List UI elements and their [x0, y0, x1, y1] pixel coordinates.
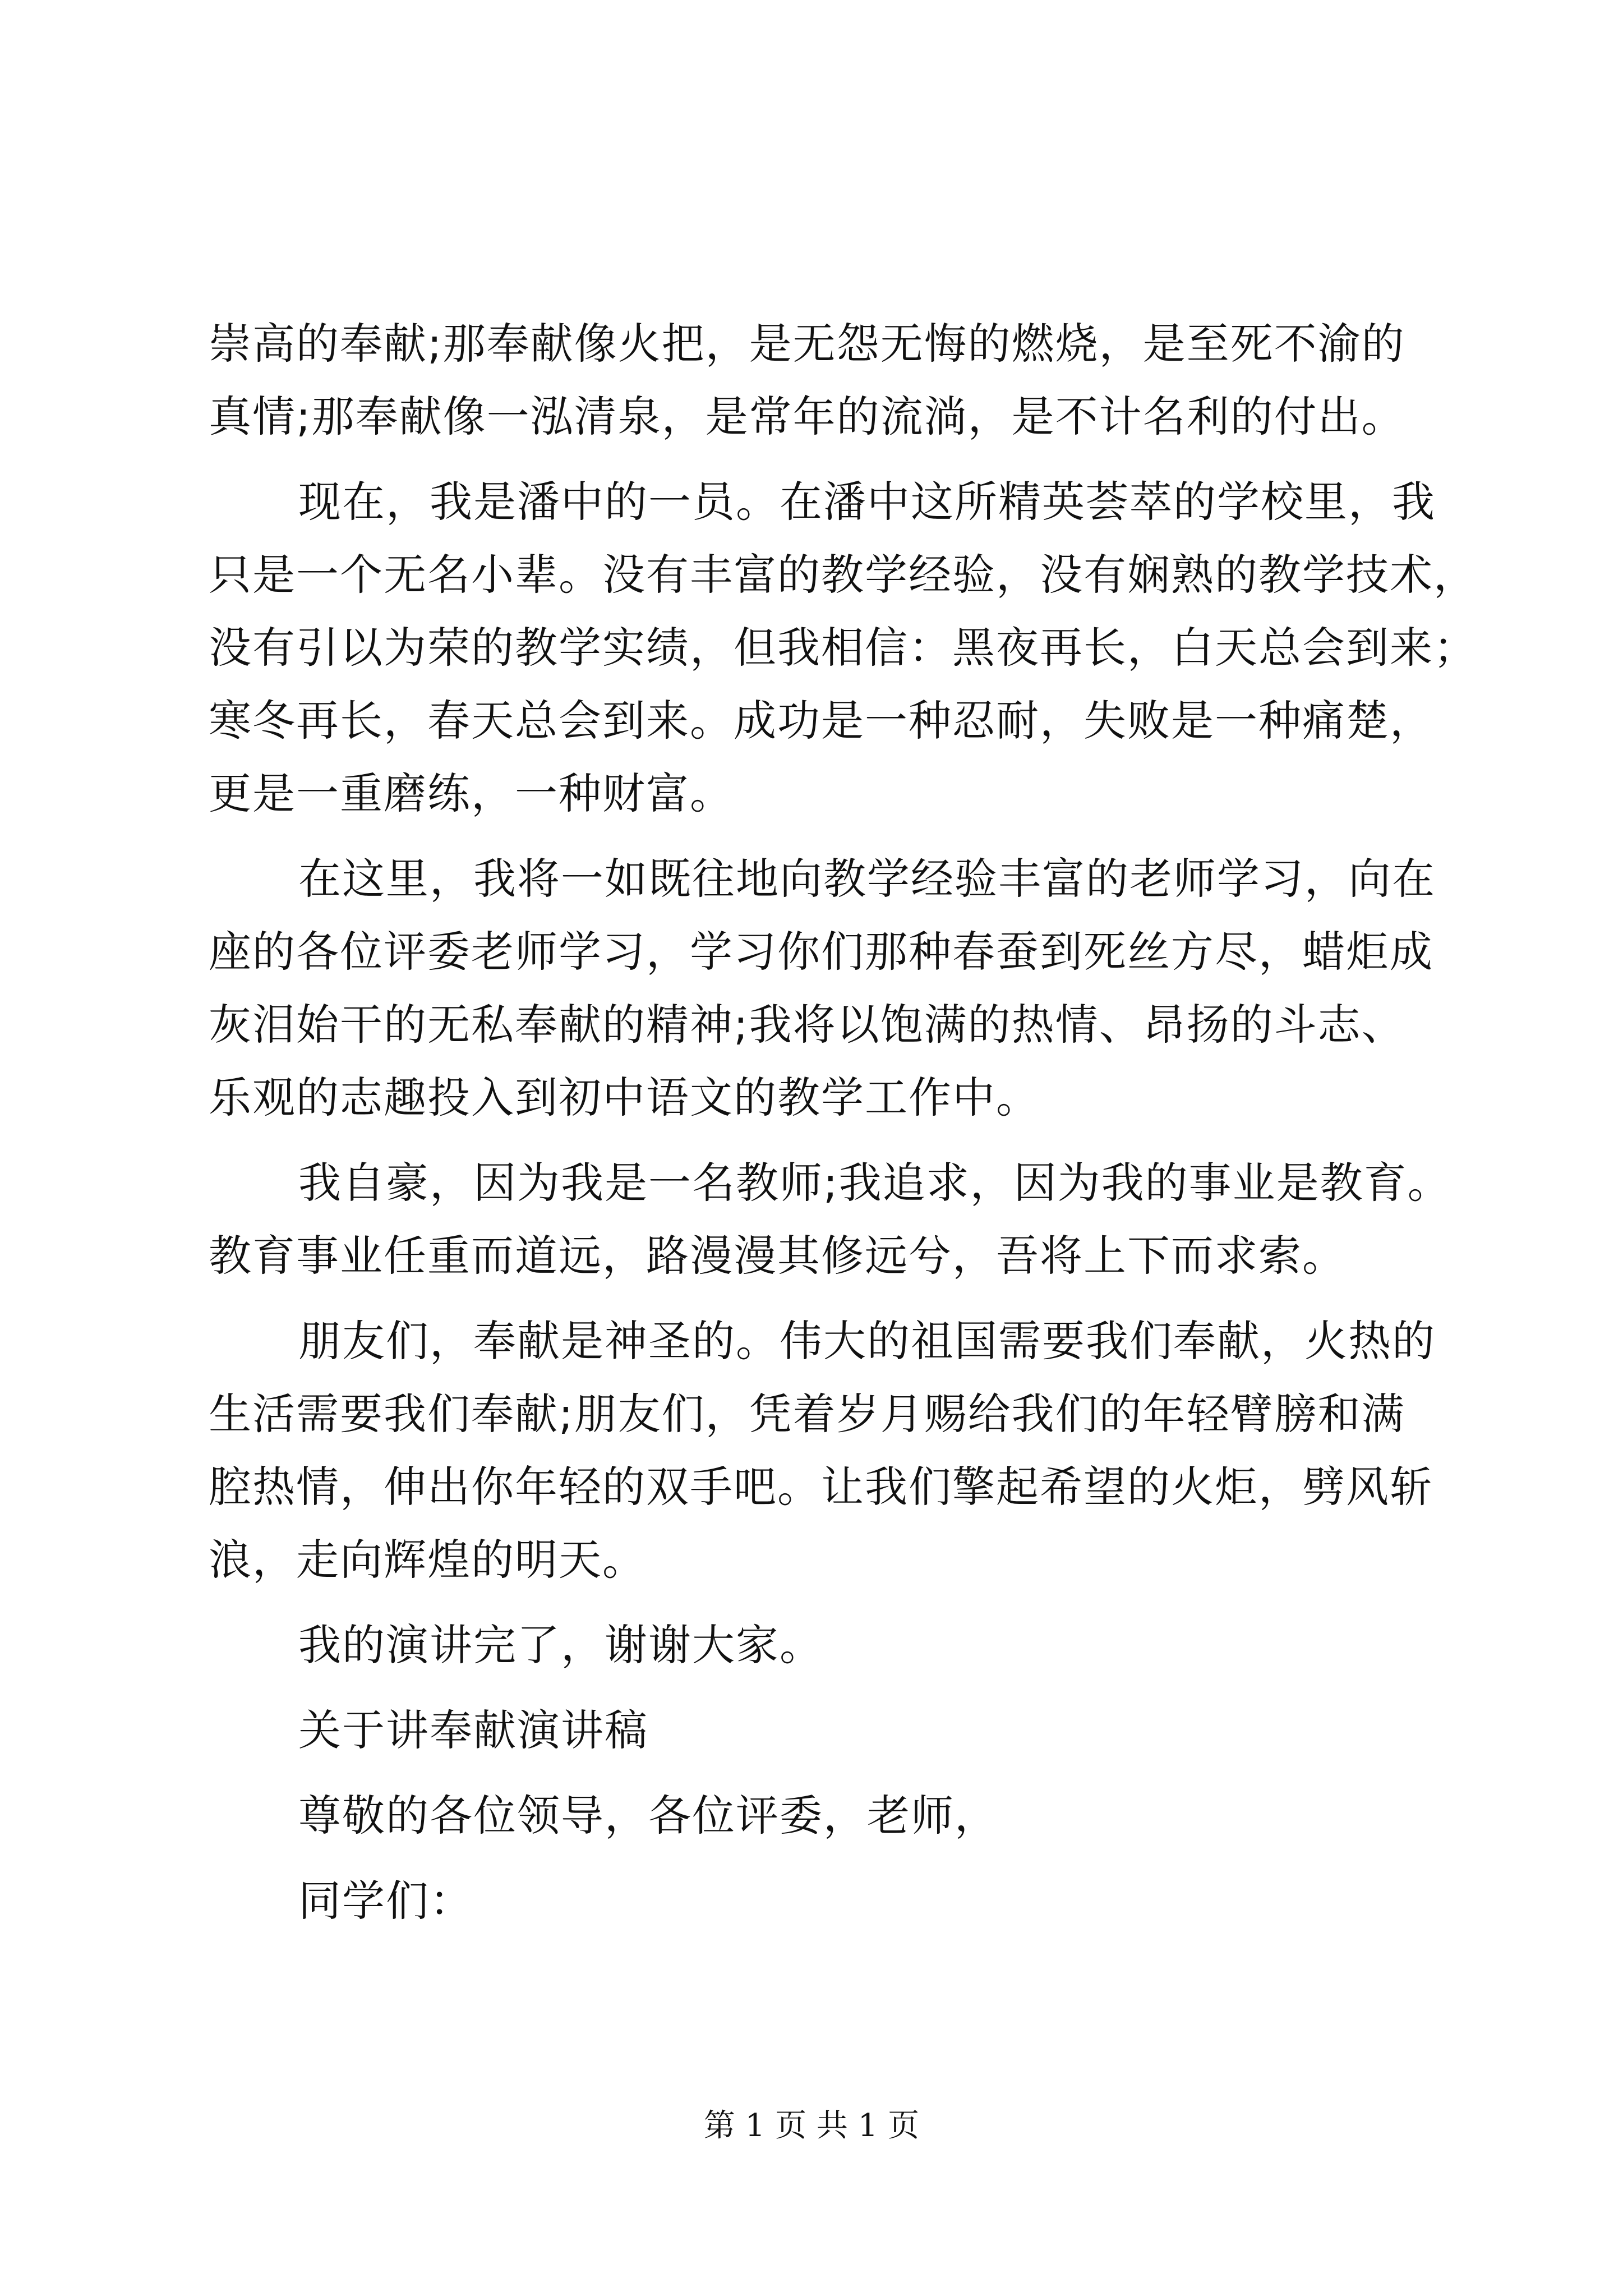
paragraph-line: 生活需要我们奉献;朋友们，凭着岁月赐给我们的年轻臂膀和满: [209, 1389, 1405, 1439]
paragraph-line: 在这里，我将一如既往地向教学经验丰富的老师学习，向在: [298, 854, 1436, 904]
paragraph-line: 腔热情，伸出你年轻的双手吧。让我们擎起希望的火炬，劈风斩: [209, 1462, 1433, 1512]
salutation-line: 尊敬的各位领导，各位评委，老师，: [298, 1791, 998, 1841]
paragraph-line: 真情;那奉献像一泓清泉，是常年的流淌，是不计名利的付出。: [209, 392, 1405, 441]
paragraph-line: 现在，我是潘中的一员。在潘中这所精英荟萃的学校里，我: [298, 477, 1436, 527]
paragraph-line: 只是一个无名小辈。没有丰富的教学经验，没有娴熟的教学技术，: [209, 550, 1477, 600]
paragraph-line: 灰泪始干的无私奉献的精神;我将以饱满的热情、昂扬的斗志、: [209, 1000, 1405, 1050]
paragraph-3: [209, 843, 1436, 1134]
paragraph-line: 座的各位评委老师学习，学习你们那种春蚕到死丝方尽，蜡炬成: [209, 927, 1433, 977]
paragraph-2: [209, 466, 1477, 830]
paragraph-line: 我自豪，因为我是一名教师;我追求，因为我的事业是教育。: [298, 1158, 1451, 1208]
paragraph-line: 教育事业任重而道远，路漫漫其修远兮，吾将上下而求索。: [209, 1231, 1346, 1281]
paragraph-line: 崇高的奉献;那奉献像火把，是无怨无悔的燃烧，是至死不渝的: [209, 319, 1405, 369]
page-footer: 第 1 页 共 1 页: [703, 2108, 920, 2144]
paragraph-4: [209, 1147, 1451, 1292]
paragraph-line: 没有引以为荣的教学实绩，但我相信：黑夜再长，白天总会到来；: [209, 623, 1477, 673]
closing-line: 我的演讲完了，谢谢大家。: [298, 1620, 823, 1670]
paragraph-line: 浪，走向辉煌的明天。: [209, 1535, 646, 1585]
salutation-line: 同学们：: [298, 1876, 473, 1926]
paragraph-line: 朋友们，奉献是神圣的。伟大的祖国需要我们奉献，火热的: [298, 1316, 1436, 1366]
paragraph-5: [209, 1305, 1436, 1596]
paragraph-line: 寒冬再长，春天总会到来。成功是一种忍耐，失败是一种痛楚，: [209, 696, 1433, 746]
paragraph-1: [209, 307, 1426, 453]
paragraph-line: 更是一重磨练，一种财富。: [209, 769, 734, 818]
document-body: [209, 307, 1477, 1950]
paragraph-line: 乐观的志趣投入到初中语文的教学工作中。: [209, 1073, 1040, 1122]
next-speech-title: 关于讲奉献演讲稿: [298, 1705, 648, 1755]
